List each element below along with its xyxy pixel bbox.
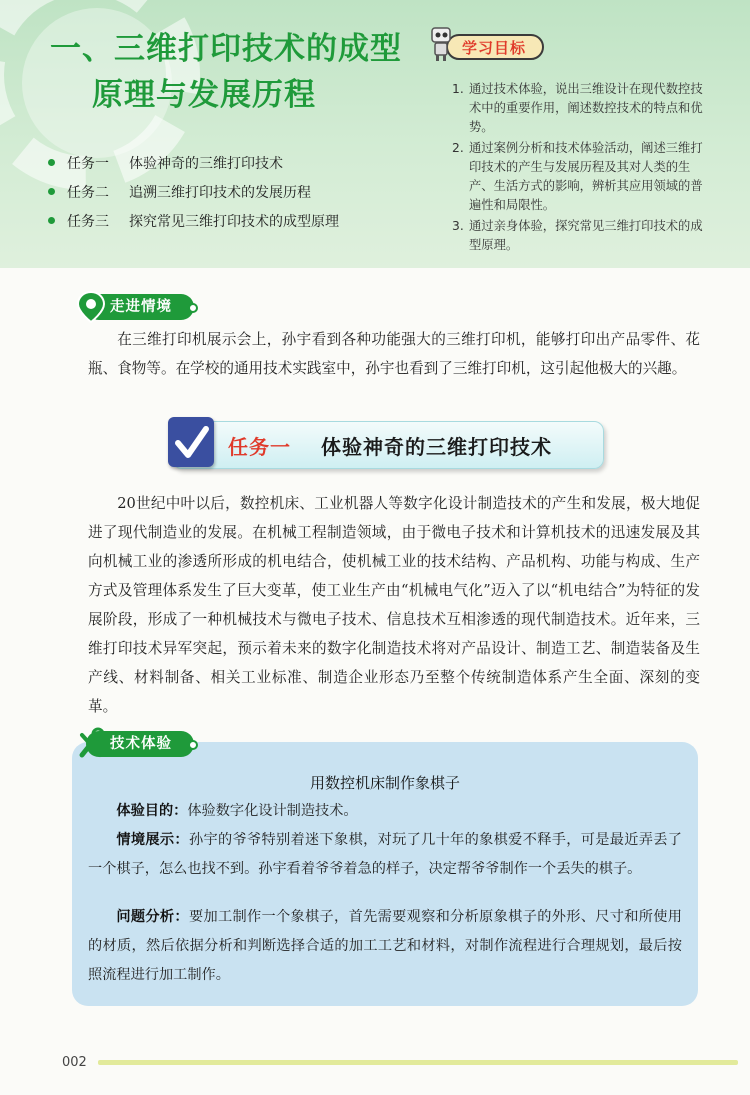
goal-text: 通过技术体验，说出三维设计在现代数控技术中的重要作用，阐述数控技术的特点和优势。: [469, 82, 703, 134]
task1-number: 任务一: [228, 435, 291, 459]
task-text: 体验神奇的三维打印技术: [129, 155, 283, 172]
scene-section-tag: [76, 290, 206, 324]
bullet-icon: [48, 188, 55, 195]
task1-title: 体验神奇的三维打印技术: [321, 435, 552, 459]
bullet-icon: [48, 159, 55, 166]
footer-rule: [98, 1060, 738, 1065]
task-number: 任务二: [67, 184, 109, 201]
goal-number: 1.: [452, 82, 464, 96]
scene-paragraph: 在三维打印机展示会上，孙宇看到各种功能强大的三维打印机，能够打印出产品零件、花瓶、食物等。在学校的通用技术实践室中，孙宇也看到了三维打印机，这引起他极大的兴趣。: [88, 331, 700, 377]
goal-text: 通过案例分析和技术体验活动，阐述三维打印技术的产生与发展历程及其对人类的生产、生活方式的影响，辨析其应用领域的普遍性和局限性。: [469, 141, 703, 212]
task-item: [48, 206, 339, 235]
checkmark-icon: [168, 417, 214, 467]
task-number: 任务三: [67, 213, 109, 230]
page-number: 002: [62, 1055, 87, 1070]
experience-scene: [88, 826, 682, 884]
experience-purpose: [88, 797, 682, 826]
location-pin-icon: [76, 290, 106, 324]
goals-label: 学习目标: [462, 39, 527, 57]
bullet-icon: [48, 217, 55, 224]
wrench-screwdriver-icon: [76, 727, 106, 761]
experience-label: 技术体验: [110, 736, 172, 752]
experience-title: 用数控机床制作象棋子: [309, 774, 460, 792]
analysis-text: 要加工制作一个象棋子，首先需要观察和分析原象棋子的外形、尺寸和所使用的材质，然后依据分析和判断选择合适的加工工艺和材料，对制作流程进行合理规划，最后按照流程进行加工制作。: [88, 909, 682, 983]
goal-number: 3.: [452, 219, 464, 233]
learning-goals-list: [452, 80, 714, 257]
section-title-line2: 原理与发展历程: [92, 77, 316, 113]
purpose-text: 体验数字化设计制造技术。: [187, 803, 358, 819]
goal-number: 2.: [452, 141, 464, 155]
goal-item: [452, 80, 714, 137]
tag-dot-icon: [188, 303, 198, 313]
task-item: [48, 177, 339, 206]
scene-display-text: 孙宇的爷爷特别着迷下象棋，对玩了几十年的象棋爱不释手，可是最近弄丢了一个棋子，怎么也找不到。孙宇看着爷爷着急的样子，决定帮爷爷制作一个丢失的棋子。: [88, 832, 682, 877]
goal-item: [452, 217, 714, 255]
robot-icon: [428, 26, 454, 62]
task-item: [48, 148, 339, 177]
task-text: 探究常见三维打印技术的成型原理: [129, 213, 339, 230]
goal-text: 通过亲身体验，探究常见三维打印技术的成型原理。: [469, 219, 703, 252]
section-title: [50, 26, 430, 118]
tag-dot-icon: [188, 740, 198, 750]
purpose-label: 体验目的：: [116, 803, 188, 819]
learning-goals-badge: [428, 26, 548, 64]
scene-label: 走进情境: [110, 299, 172, 315]
task-list: [48, 148, 339, 235]
task-text: 追溯三维打印技术的发展历程: [129, 184, 311, 201]
section-title-line1: 一、三维打印技术的成型: [50, 31, 402, 67]
goal-item: [452, 139, 714, 215]
analysis-label: 问题分析：: [116, 909, 189, 925]
experience-analysis: [88, 903, 682, 990]
experience-section-tag: [76, 727, 206, 761]
scene-display-label: 情境展示：: [116, 832, 189, 848]
task-number: 任务一: [67, 155, 109, 172]
task1-paragraph: 20世纪中叶以后，数控机床、工业机器人等数字化设计制造技术的产生和发展，极大地促进了现代制造业的发展。在机械工程制造领域，由于微电子技术和计算机技术的迅速发展及其向机械工业的渗透所形成的机电结合，使机械工业的技术结构、产品机构、功能与构成、生产方式及管理体系发生了巨大变革，使工业生产由“机械电气化”迈入了以“机电结合”为特征的发展阶段，形成了一种机械技术与微电子技术、信息技术互相渗透的现代制造技术。近年来，三维打印技术异军突起，预示着未来的数字化制造技术将对产品设计、制造工艺、制造装备及生产线、材料制备、相关工业标准、制造企业形态乃至整个传统制造体系产生全面、深刻的变革。: [88, 495, 700, 715]
task1-heading: [228, 431, 552, 460]
